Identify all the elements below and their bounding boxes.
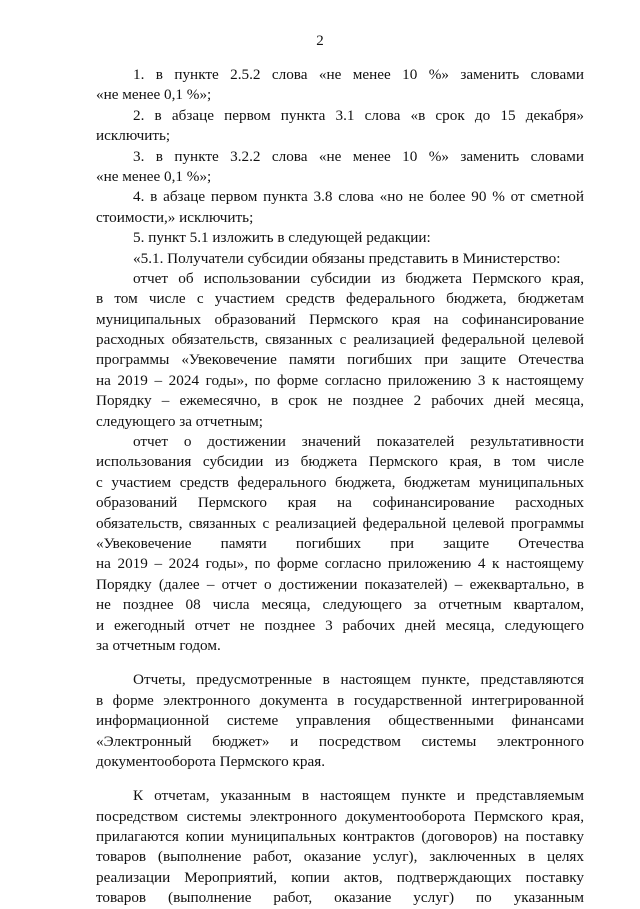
text-line: товаров (выполнение работ, оказание услуг), заключенных в целях	[96, 848, 584, 866]
text-line: отчет о достижении значений показателей результативности	[133, 433, 584, 451]
text-line: программы «Увековечение памяти погибших при защите Отечества	[96, 351, 584, 369]
text-line: следующего за отчетным;	[96, 412, 263, 430]
text-line: образований Пермского края на софинансирование расходных	[96, 494, 584, 512]
text-line: исключить;	[96, 127, 171, 145]
text-line: 2. в абзаце первом пункта 3.1 слова «в срок до 15 декабря»	[133, 106, 584, 124]
text-line: 1. в пункте 2.5.2 слова «не менее 10 %» заменить словами	[133, 66, 584, 83]
text-line: не позднее 08 числа месяца, следующего за отчетным кварталом,	[96, 596, 584, 614]
paragraph-gap	[96, 656, 584, 670]
text-line: реализации Мероприятий, копии актов, подтверждающих поставку	[96, 868, 584, 886]
text-line: за отчетным годом.	[96, 636, 221, 654]
text-line: информационной системе управления общественными финансами	[96, 712, 584, 730]
text-line: К отчетам, указанным в настоящем пункте и представляемым	[133, 787, 584, 805]
text-line: использования субсидии из бюджета Пермского края, в том числе	[96, 453, 584, 471]
text-line: «не менее 0,1 %»;	[96, 167, 212, 185]
text-line: на 2019 – 2024 годы», по форме согласно приложению 4 к настоящему	[96, 555, 584, 573]
text-line: 4. в абзаце первом пункта 3.8 слова «но не более 90 % от сметной	[133, 188, 584, 206]
text-line: и ежегодный отчет не позднее 3 рабочих дней месяца, следующего	[96, 616, 584, 634]
text-line: товаров (выполнение работ, оказание услуг) по указанным	[96, 889, 584, 907]
text-line: прилагаются копии муниципальных контрактов (договоров) на поставку	[96, 828, 584, 846]
text-line: посредством системы электронного документооборота Пермского края,	[96, 807, 584, 825]
text-line: 5. пункт 5.1 изложить в следующей редакции:	[133, 229, 431, 247]
text-line: на 2019 – 2024 годы», по форме согласно приложению 3 к настоящему	[96, 371, 584, 389]
text-line: обязательств, связанных с реализацией федеральной целевой программы	[96, 514, 584, 532]
text-line: в том числе с участием средств федерального бюджета, бюджетам	[96, 290, 584, 308]
text-line: с участием средств федерального бюджета, бюджетам муниципальных	[96, 473, 584, 491]
text-line: Порядку – ежемесячно, в срок не позднее 2 рабочих дней месяца,	[96, 392, 584, 410]
text-line: 3. в пункте 3.2.2 слова «не менее 10 %» заменить словами	[133, 147, 584, 165]
text-line: муниципальных образований Пермского края на софинансирование	[96, 310, 584, 328]
text-line: расходных обязательств, связанных с реализацией федеральной целевой	[96, 331, 584, 349]
text-line: стоимости,» исключить;	[96, 208, 254, 226]
text-line: «не менее 0,1 %»;	[96, 86, 212, 104]
text-line: «5.1. Получатели субсидии обязаны представить в Министерство:	[133, 249, 561, 267]
text-line: «Электронный бюджет» и посредством системы электронного	[96, 732, 584, 750]
text-line: документооборота Пермского края.	[96, 752, 326, 770]
paragraph-gap	[96, 772, 584, 786]
text-line: «Увековечение памяти погибших при защите Отечества	[96, 534, 584, 552]
text-line: в форме электронного документа в государственной интегрированной	[96, 691, 584, 709]
page-number: 2	[316, 33, 324, 49]
document-body	[96, 65, 584, 909]
text-line: Отчеты, предусмотренные в настоящем пункте, представляются	[133, 671, 584, 689]
text-line: Порядку (далее – отчет о достижении показателей) – ежеквартально, в	[96, 575, 584, 593]
text-line: отчет об использовании субсидии из бюджета Пермского края,	[133, 269, 584, 287]
